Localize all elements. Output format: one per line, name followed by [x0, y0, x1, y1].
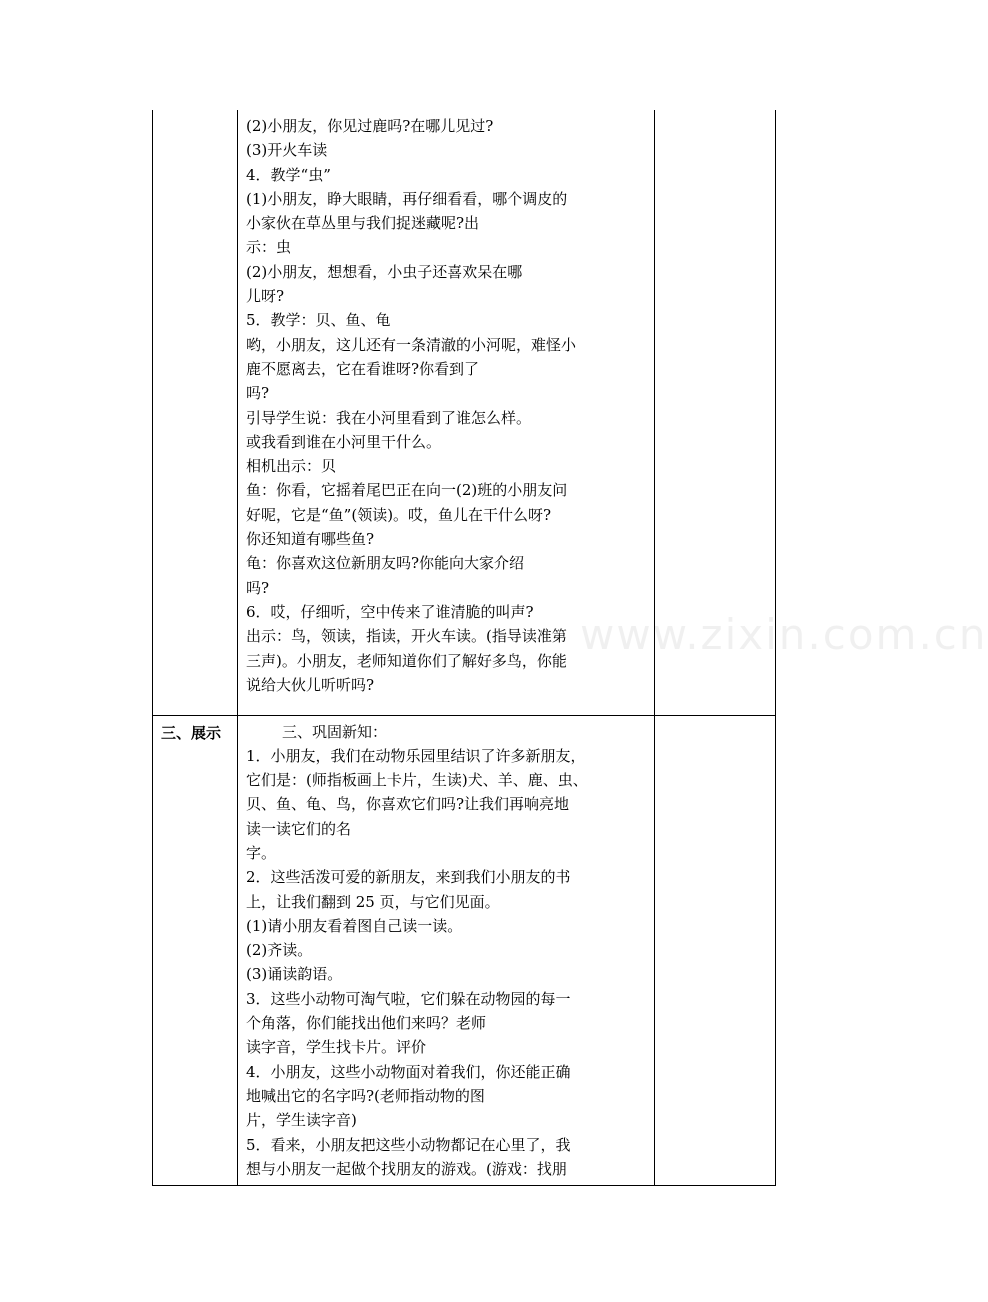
stage-cell: [153, 715, 238, 1186]
text-line: 2．这些活泼可爱的新朋友，来到我们小朋友的书: [246, 868, 571, 887]
section2-text: [238, 716, 654, 1186]
text-line: 想与小朋友一起做个找朋友的游戏。(游戏：找朋: [246, 1159, 567, 1178]
text-line: (3)诵读韵语。: [246, 965, 343, 984]
lesson-plan-table: [152, 110, 776, 1186]
text-line: 地喊出它的名字吗?(老师指动物的图: [246, 1086, 485, 1105]
text-line: 读一读它们的名: [246, 819, 352, 838]
text-line: 1．小朋友，我们在动物乐园里结识了许多新朋友，: [246, 746, 586, 765]
text-line: 4．教学“虫”: [246, 165, 331, 184]
content-cell: [238, 715, 655, 1186]
section-heading: 三、巩固新知：: [282, 722, 388, 741]
stage-cell: [153, 110, 238, 715]
text-line: 你还知道有哪些鱼?: [246, 530, 375, 549]
text-line: 说给大伙儿听听吗?: [246, 675, 375, 694]
table-row: [153, 110, 776, 715]
text-line: 出示：鸟，领读，指读，开火车读。(指导读准第: [246, 627, 567, 646]
text-line: (2)小朋友，你见过鹿吗?在哪儿见过?: [246, 117, 494, 135]
watermark: www.zixin.com.cn: [580, 610, 988, 659]
text-line: 6．哎，仔细听，空中传来了谁清脆的叫声?: [246, 602, 534, 621]
text-line: 它们是：(师指板画上卡片，生读)犬、羊、鹿、虫、: [246, 771, 588, 790]
text-line: 片，学生读字音): [246, 1111, 357, 1130]
text-line: 小家伙在草丛里与我们捉迷藏呢?出: [246, 214, 480, 233]
table-row: [153, 715, 776, 1186]
stage-label: 三、展示: [161, 723, 222, 742]
text-line: 吗?: [246, 384, 270, 403]
text-line: 龟：你喜欢这位新朋友吗?你能向大家介绍: [246, 554, 525, 573]
text-line: (1)小朋友，睁大眼睛，再仔细看看，哪个调皮的: [246, 189, 568, 208]
text-line: 贝、鱼、龟、鸟，你喜欢它们吗?让我们再响亮地: [246, 795, 570, 814]
text-line: 示：虫: [246, 238, 292, 257]
text-line: 吗?: [246, 578, 270, 597]
notes-cell: [655, 715, 776, 1186]
text-line: 上，让我们翻到 25 页，与它们见面。: [246, 892, 500, 911]
text-line: 儿呀?: [246, 287, 285, 306]
text-line: (2)齐读。: [246, 941, 313, 960]
section1-text: [238, 110, 654, 701]
text-line: 或我看到谁在小河里干什么。: [246, 432, 442, 451]
text-line: 好呢，它是“鱼”(领读)。哎，鱼儿在干什么呀?: [246, 505, 552, 524]
text-line: 三声)。小朋友，老师知道你们了解好多鸟，你能: [246, 651, 567, 670]
text-line: 鱼：你看，它摇着尾巴正在向一(2)班的小朋友问: [246, 481, 568, 500]
text-line: 5．看来，小朋友把这些小动物都记在心里了，我: [246, 1135, 571, 1154]
text-line: 字。: [246, 843, 277, 862]
text-line: 个角落，你们能找出他们来吗？老师: [246, 1014, 487, 1033]
notes-cell: [655, 110, 776, 715]
content-cell: [238, 110, 655, 715]
text-line: 4．小朋友，这些小动物面对着我们，你还能正确: [246, 1062, 571, 1081]
text-line: (3)开火车读: [246, 141, 328, 160]
text-line: 3．这些小动物可淘气啦，它们躲在动物园的每一: [246, 989, 571, 1008]
text-line: 相机出示：贝: [246, 457, 337, 476]
text-line: (2)小朋友，想想看，小虫子还喜欢呆在哪: [246, 262, 523, 281]
text-line: 引导学生说：我在小河里看到了谁怎么样。: [246, 408, 532, 427]
text-line: 鹿不愿离去，它在看谁呀?你看到了: [246, 359, 480, 378]
text-line: 5．教学：贝、鱼、龟: [246, 311, 391, 330]
text-line: (1)请小朋友看着图自己读一读。: [246, 916, 463, 935]
text-line: 读字音，学生找卡片。评价: [246, 1038, 427, 1057]
text-line: 哟，小朋友，这儿还有一条清澈的小河呢，难怪小: [246, 335, 577, 354]
